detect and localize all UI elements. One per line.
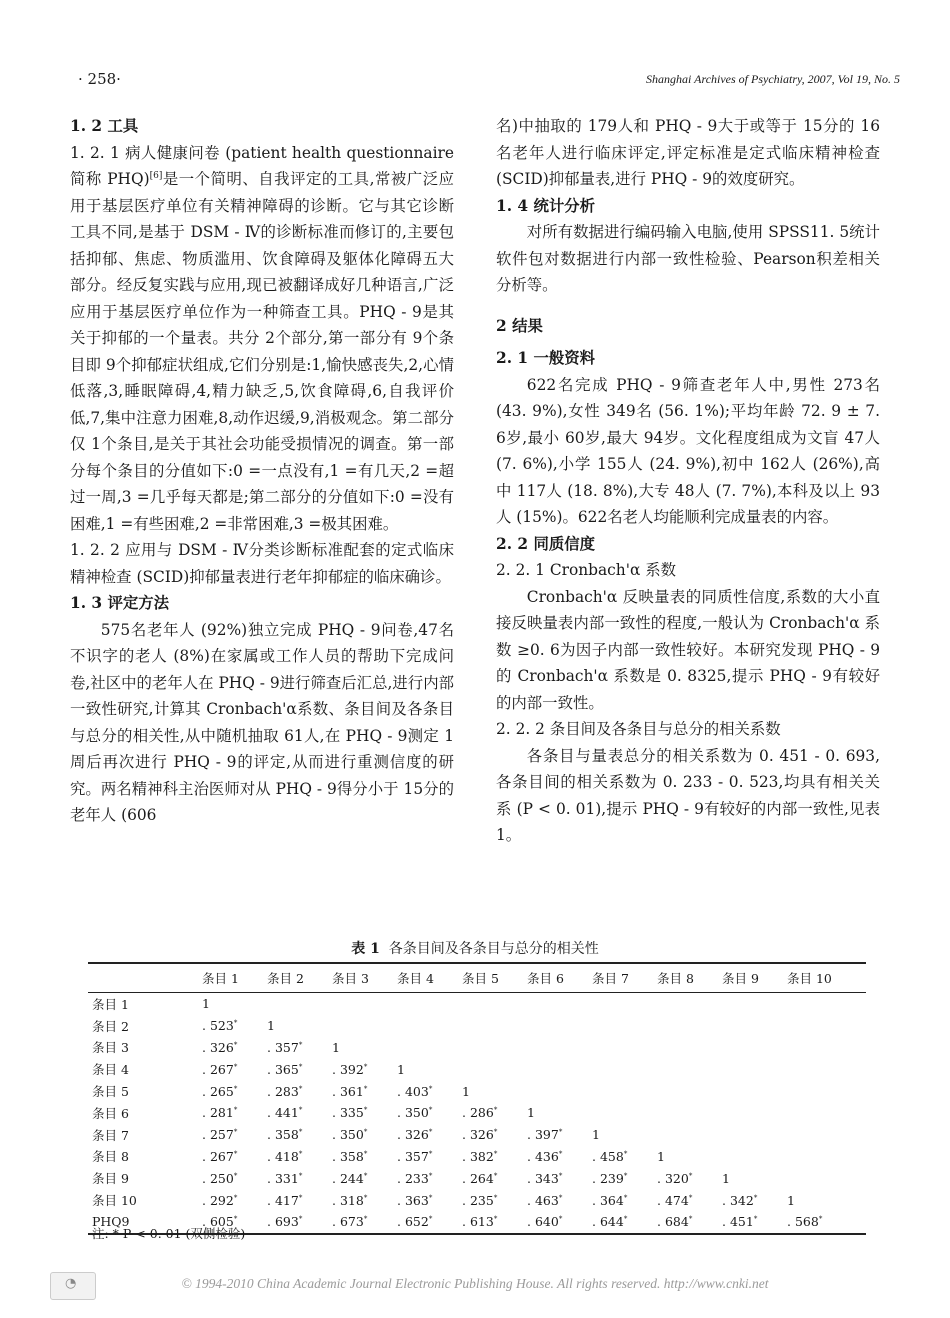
table-cell: . 233*	[397, 1170, 433, 1186]
table-cell: . 292*	[202, 1192, 238, 1208]
table-cell: . 613*	[462, 1214, 498, 1230]
section-heading	[496, 313, 880, 340]
table-cell: . 357*	[397, 1148, 433, 1164]
table-cell	[397, 1015, 462, 1037]
paragraph-text: Cronbach'α 反映量表的同质性信度,系数的大小直接反映量表内部一致性的程度,一般认为 Cronbach'α 系数 ≥0. 6为因子内部一致性较好。本研究发现 PHQ - 9的 Cronbach'α 系数是 0. 8325,提示 PHQ - 9有较好的内部一致性。	[496, 587, 880, 712]
copyright-footer: © 1994-2010 China Academic Journal Electronic Publishing House. All rights reserved. http://www.cnki.net	[181, 1276, 769, 1291]
table-cell: . 358*	[267, 1127, 303, 1143]
row-label: 条目 7	[92, 1127, 129, 1143]
table-cell	[657, 1102, 722, 1124]
table-cell: . 363*	[397, 1192, 433, 1208]
table-cell	[332, 1015, 397, 1037]
row-label: 条目 4	[92, 1062, 129, 1078]
table-cell: . 326*	[462, 1127, 498, 1143]
table-cell: . 239*	[592, 1170, 628, 1186]
paragraph	[496, 743, 880, 849]
table-cell: . 326*	[397, 1127, 433, 1143]
row-label: 条目 10	[92, 1193, 137, 1209]
table-column-header: 条目 9	[722, 971, 759, 986]
table-cell: . 684*	[657, 1214, 693, 1230]
table-cell: 1	[202, 996, 210, 1012]
table-column-header: 条目 7	[592, 971, 629, 986]
table-cell: 1	[267, 1018, 275, 1034]
table-header-row	[88, 963, 866, 993]
table-cell: . 265*	[202, 1083, 238, 1099]
table-cell: . 235*	[462, 1192, 498, 1208]
table-cell: . 436*	[527, 1148, 563, 1164]
paragraph-text: 1. 4 统计分析	[496, 196, 596, 215]
table-cell	[592, 1080, 657, 1102]
table-row	[88, 1015, 866, 1037]
table-cell	[527, 1058, 592, 1080]
table-title: 各条目间及各条目与总分的相关性	[388, 941, 599, 957]
table-cell	[332, 993, 397, 1015]
row-label: 条目 1	[92, 996, 129, 1012]
table-cell	[462, 993, 527, 1015]
table-cell	[722, 1037, 787, 1059]
table-cell: 1	[722, 1170, 730, 1186]
table-cell	[397, 1037, 462, 1059]
table-cell: . 283*	[267, 1083, 303, 1099]
page-number: · 258·	[78, 70, 121, 88]
row-label: 条目 9	[92, 1171, 129, 1187]
table-cell: . 350*	[397, 1105, 433, 1121]
table-cell: . 458*	[592, 1148, 628, 1164]
row-label: 条目 3	[92, 1040, 129, 1056]
table-cell: . 523*	[202, 1018, 238, 1034]
table-cell: . 326*	[202, 1039, 238, 1055]
table-cell: . 244*	[332, 1170, 368, 1186]
table-cell: . 474*	[657, 1192, 693, 1208]
paragraph	[496, 113, 880, 193]
table-cell	[722, 1124, 787, 1146]
table-cell: . 264*	[462, 1170, 498, 1186]
paragraph	[70, 537, 454, 590]
table-cell	[657, 1080, 722, 1102]
row-label: 条目 6	[92, 1105, 129, 1121]
table-cell	[787, 1080, 866, 1102]
table-body	[88, 993, 866, 1234]
table-cell: . 350*	[332, 1127, 368, 1143]
section-heading	[70, 113, 454, 140]
paragraph-text: 是一个简明、自我评定的工具,常被广泛应用于基层医疗单位有关精神障碍的诊断。它与其它诊断工具不同,是基于 DSM - Ⅳ的诊断标准而修订的,主要包括抑郁、焦虑、物质滥用、饮食障碍及躯体化障碍五大部分。经反复实践与应用,现已被翻译成好几种语言,广泛应用于基层医疗单位作为一种筛查工具。PHQ - 9是其关于抑郁的一个量表。共分 2个部分,第一部分有 9个条目即 9个抑郁症状组成,它们分别是:1,愉快感丧失,2,心情低落,3,睡眠障碍,4,精力缺乏,5,饮食障碍,6,自我评价低,7,集中注意力困难,8,动作迟缓,9,消极观念。第二部分仅 1个条目,是关于其社会功能受损情况的调查。第一部分每个条目的分值如下:0 =一点没有,1 =有几天,2 =超过一周,3 =几乎每天都是;第二部分的分值如下:0 =没有困难,1 =有些困难,2 =非常困难,3 =极其困难。	[70, 170, 454, 533]
table-cell	[267, 993, 332, 1015]
table-column-header: 条目 10	[787, 971, 832, 986]
paragraph-text: 1. 2. 2 应用与 DSM - Ⅳ分类诊断标准配套的定式临床精神检查 (SCID)抑郁量表进行老年抑郁症的临床确诊。	[70, 541, 454, 586]
table-cell: . 364*	[592, 1192, 628, 1208]
table-label: 表 1	[351, 941, 380, 957]
table-row	[88, 1037, 866, 1059]
section-heading	[496, 345, 880, 372]
table-cell: . 281*	[202, 1105, 238, 1121]
table-cell	[462, 1058, 527, 1080]
table-column-header: 条目 4	[397, 971, 434, 986]
table-cell	[592, 1058, 657, 1080]
table-cell	[592, 993, 657, 1015]
table-cell: . 605*	[202, 1214, 238, 1230]
table-cell	[722, 1080, 787, 1102]
table-cell: . 463*	[527, 1192, 563, 1208]
cnki-logo-icon: ◔	[50, 1272, 96, 1300]
table-cell: . 343*	[527, 1170, 563, 1186]
paragraph	[70, 140, 454, 538]
table-cell: . 644*	[592, 1214, 628, 1230]
table-cell: 1	[397, 1061, 405, 1077]
table-row	[88, 1189, 866, 1211]
paragraph-text: 575名老年人 (92%)独立完成 PHQ - 9问卷,47名不识字的老人 (8%)在家属或工作人员的帮助下完成问卷,社区中的老年人在 PHQ - 9进行筛查后汇总,进行内部一致性研究,计算其 Cronbach'α系数、条目间及各条目与总分的相关性,从中随机抽取 61人,在 PHQ - 9测定 1周后再次进行 PHQ - 9的评定,从而进行重测信度的研究。两名精神科主治医师对从 PHQ - 9得分小于 15分的老年人 (606	[70, 620, 454, 824]
table-cell: . 318*	[332, 1192, 368, 1208]
right-column	[496, 113, 880, 849]
paragraph-text: 2. 2. 1 Cronbach'α 系数	[496, 561, 677, 579]
table-row	[88, 1124, 866, 1146]
table-cell: . 342*	[722, 1192, 758, 1208]
table-cell	[527, 1037, 592, 1059]
paragraph-text: 2. 2. 2 条目间及各条目与总分的相关系数	[496, 720, 781, 738]
table-row	[88, 1102, 866, 1124]
table-column-header: 条目 1	[202, 971, 239, 986]
table-column-header: 条目 6	[527, 971, 564, 986]
table-row	[88, 993, 866, 1015]
table-cell: . 640*	[527, 1214, 563, 1230]
table-cell	[657, 993, 722, 1015]
table-cell: 1	[592, 1127, 600, 1143]
table-cell	[657, 1037, 722, 1059]
table-cell	[527, 993, 592, 1015]
section-heading	[496, 193, 880, 220]
table-cell	[787, 1015, 866, 1037]
table-cell	[787, 1124, 866, 1146]
table-cell	[657, 1124, 722, 1146]
paragraph	[496, 219, 880, 299]
table-cell: 1	[332, 1039, 340, 1055]
section-heading	[496, 531, 880, 558]
row-label: 条目 5	[92, 1084, 129, 1100]
table-row	[88, 1058, 866, 1080]
table-cell: 1	[527, 1105, 535, 1121]
paragraph	[496, 557, 880, 584]
table-column-header: 条目 3	[332, 971, 369, 986]
table-cell: . 693*	[267, 1214, 303, 1230]
table-cell	[657, 1015, 722, 1037]
table-cell: . 451*	[722, 1214, 758, 1230]
table-cell: . 286*	[462, 1105, 498, 1121]
table-cell	[787, 993, 866, 1015]
paragraph	[70, 617, 454, 829]
table-cell	[787, 1058, 866, 1080]
paragraph	[496, 716, 880, 743]
table-note: 注: * P < 0. 01 (双侧检验)	[92, 1226, 246, 1241]
table-row	[88, 1146, 866, 1168]
table-cell	[787, 1146, 866, 1168]
table-cell: . 418*	[267, 1148, 303, 1164]
table-cell: . 267*	[202, 1148, 238, 1164]
table-cell	[592, 1102, 657, 1124]
table-cell: . 361*	[332, 1083, 368, 1099]
table-cell	[397, 993, 462, 1015]
paragraph-text: 名)中抽取的 179人和 PHQ - 9大于或等于 15分的 16名老年人进行临床评定,评定标准是定式临床精神检查 (SCID)抑郁量表,进行 PHQ - 9的效度研究。	[496, 117, 880, 188]
table-cell	[657, 1058, 722, 1080]
table-cell	[787, 1102, 866, 1124]
paragraph-text: 1. 3 评定方法	[70, 594, 170, 612]
row-label: 条目 8	[92, 1149, 129, 1165]
left-column	[70, 113, 454, 829]
table-cell	[462, 1037, 527, 1059]
table-cell	[592, 1037, 657, 1059]
row-label: 条目 2	[92, 1018, 129, 1034]
table-cell: . 358*	[332, 1148, 368, 1164]
table-cell: . 392*	[332, 1061, 368, 1077]
table-cell: 1	[462, 1083, 470, 1099]
table-caption	[0, 938, 950, 958]
table-cell: . 441*	[267, 1105, 303, 1121]
paragraph-text: 2. 1 一般资料	[496, 349, 596, 367]
table-column-header: 条目 5	[462, 971, 499, 986]
paragraph	[496, 372, 880, 531]
row-label: PHQ9	[92, 1214, 130, 1230]
journal-header: Shanghai Archives of Psychiatry, 2007, Vol 19, No. 5	[646, 72, 900, 86]
paragraph-text: 2. 2 同质信度	[496, 534, 596, 553]
table-cell: . 257*	[202, 1127, 238, 1143]
table-cell: . 568*	[787, 1214, 823, 1230]
table-cell	[462, 1015, 527, 1037]
table-cell: . 267*	[202, 1061, 238, 1077]
table-column-header	[88, 963, 202, 993]
table-cell: . 335*	[332, 1105, 368, 1121]
table-cell	[787, 1167, 866, 1189]
table-cell: . 320*	[657, 1170, 693, 1186]
table-cell: . 250*	[202, 1170, 238, 1186]
table-cell	[527, 1080, 592, 1102]
paragraph-text: 2 结果	[496, 316, 543, 335]
table-cell	[722, 1015, 787, 1037]
paragraph-text: 622名完成 PHQ - 9筛查老年人中,男性 273名 (43. 9%),女性 349名 (56. 1%);平均年龄 72. 9 ± 7. 6岁,最小 60岁,最大 94岁。文化程度组成为文盲 47人 (7. 6%),小学 155人 (24. 9%),初中 162人 (26%),高中 117人 (18. 8%),大专 48人 (7. 7%),本科及以上 93人 (15%)。622名老人均能顺利完成量表的内容。	[496, 375, 880, 526]
paragraph-text: 各条目与量表总分的相关系数为 0. 451 - 0. 693,各条目间的相关系数为 0. 233 - 0. 523,均具有相关关系 (P < 0. 01),提示 PHQ - 9有较好的内部一致性,见表 1。	[496, 746, 880, 844]
table-column-header: 条目 8	[657, 971, 694, 986]
table-cell	[722, 1102, 787, 1124]
table-cell	[722, 1058, 787, 1080]
table-cell	[722, 993, 787, 1015]
table-cell: 1	[787, 1192, 795, 1208]
table-cell: . 652*	[397, 1214, 433, 1230]
table-row	[88, 1167, 866, 1189]
table-cell: . 331*	[267, 1170, 303, 1186]
table-cell: . 397*	[527, 1127, 563, 1143]
paragraph-text: 1. 2. 1 病人健康问卷 (patient health questionnaire 简称 PHQ)	[70, 143, 454, 188]
paragraph-text: 对所有数据进行编码输入电脑,使用 SPSS11. 5统计软件包对数据进行内部一致性检验、Pearson积差相关分析等。	[496, 223, 880, 294]
table-cell	[592, 1015, 657, 1037]
table-column-header: 条目 2	[267, 971, 304, 986]
table-cell: 1	[657, 1148, 665, 1164]
table-cell: . 357*	[267, 1039, 303, 1055]
table-cell	[787, 1037, 866, 1059]
table-cell: . 417*	[267, 1192, 303, 1208]
correlation-table	[88, 962, 866, 1235]
table-cell	[527, 1015, 592, 1037]
table-cell: . 382*	[462, 1148, 498, 1164]
table-cell	[722, 1146, 787, 1168]
citation-ref: [6]	[149, 170, 163, 181]
table-row	[88, 1080, 866, 1102]
table-cell: . 365*	[267, 1061, 303, 1077]
section-heading	[70, 590, 454, 617]
paragraph-text: 1. 2 工具	[70, 117, 139, 135]
table-cell: . 403*	[397, 1083, 433, 1099]
paragraph	[496, 584, 880, 717]
table-cell: . 673*	[332, 1214, 368, 1230]
